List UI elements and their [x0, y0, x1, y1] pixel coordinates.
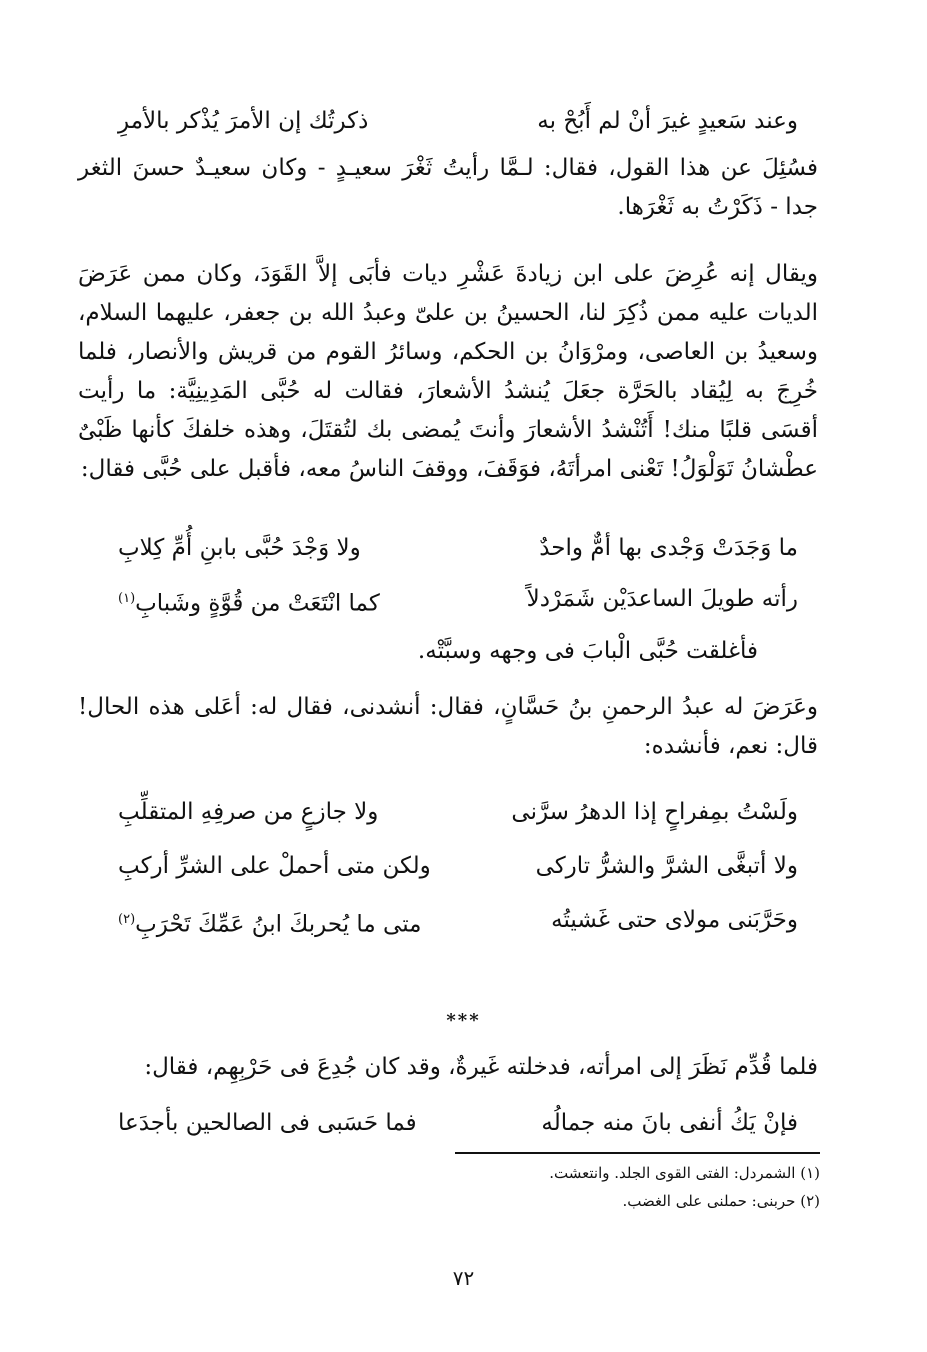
poem2-verse-1: [118, 789, 798, 835]
verse-text: كما انْتَعَتْ من قُوَّةٍ وشَبابِ: [135, 590, 380, 617]
paragraph-3: فأغلقت حُبَّى الْبابَ فى وجهه وسبَّتْه.: [417, 638, 758, 664]
verse-second-hemistich: ولا جازعٍ من صرفِهِ المتقلِّبِ: [118, 799, 379, 825]
footnote-ref-1: (١): [118, 591, 136, 606]
paragraph-1: فسُئِلَ عن هذا القول، فقال: لـمَّا رأيتُ ثَغْرَ سعيـدٍ - وكان سعيـدٌ حسنَ الثغر جدا - ذَكَرْتُ به ثَغْرَها.: [78, 155, 818, 220]
poem2-verse-2: [118, 843, 798, 889]
poem1-verse-2: [118, 576, 798, 622]
verse-second-hemistich: ذكرتُك إن الأمرَ يُذْكر بالأمرِ: [118, 108, 369, 134]
closing-verse: [118, 1100, 798, 1146]
verse-first-hemistich: ولَسْتُ بمِفراحٍ إذا الدهرُ سرَّنى: [511, 799, 798, 825]
footnote-ref-2: (٢): [118, 912, 136, 927]
section-separator: ***: [446, 1010, 481, 1031]
verse-second-hemistich: [118, 897, 421, 948]
footnote-1: (١) الشمردل: الفتى القوى الجلد. وانتعشت.: [549, 1164, 820, 1182]
verse-second-hemistich: فما حَسَبى فى الصالحين بأجدَعا: [118, 1110, 417, 1136]
verse-first-hemistich: فإنْ يَكُ أنفى بانَ منه جمالُه: [541, 1110, 798, 1136]
opening-verse: [118, 98, 798, 144]
verse-second-hemistich: ولكن متى أحملْ على الشرِّ أركبِ: [118, 853, 431, 879]
verse-first-hemistich: ولا أتبغَّى الشرَّ والشرُّ تاركى: [535, 853, 798, 879]
verse-first-hemistich: رأته طويلَ الساعدَيْن شَمَرْدلاً: [526, 586, 798, 612]
footnote-2: (٢) حربنى: حملنى على الغضب.: [622, 1192, 820, 1210]
poem1-verse-1: [118, 525, 798, 571]
verse-first-hemistich: وعند سَعيدٍ غيرَ أنْ لم أَبُحْ به: [537, 108, 798, 134]
page-number: ٧٢: [452, 1266, 475, 1290]
verse-text: متى ما يُحربكَ ابنُ عَمِّكَ تَحْرَبِ: [135, 911, 422, 938]
footnote-divider: [455, 1152, 820, 1154]
paragraph-2: ويقال إنه عُرِضَ على ابن زيادةَ عَشْرِ ديات فأبَى إلاَّ القَوَدَ، وكان ممن عَرَضَ الديات عليه ممن ذُكِرَ لنا، الحسينُ بن علىّ وعبدُ الله بن جعفر، عليهما السلام، وسعيدُ بن العاصى، ومرْوَانُ بن الحكم، وسائرُ القوم من قريش والأنصار، فلما خُرِجَ به لِيُقاد بالحَرَّة جعَلَ يُنشدُ الأشعارَ، فقالت له حُبَّى المَدِينِيَّة: ما رأيت أقسَى قلبًا منك! أَتُنْشدُ الأشعارَ وأنتَ يُمضى بك لتُقتَلَ، وهذه خلفكَ كأنها ظَبْىٌ عطْشانُ تَوَلْوَلُ! تَعْنى امرأتَهُ، فوَقَفَ، ووقفَ الناسُ معه، فأقبل على حُبَّى فقال:: [78, 261, 818, 482]
paragraph-4: وعَرَضَ له عبدُ الرحمنِ بنُ حَسَّانٍ، فقال: أنشدنى، فقال له: أعَلى هذه الحال! قال: نعم، فأنشده:: [78, 694, 818, 759]
poem2-verse-3: [118, 897, 798, 943]
verse-second-hemistich: ولا وَجْدَ حُبَّى بابنِ أُمِّ كِلابِ: [118, 535, 361, 561]
verse-first-hemistich: ما وَجَدَتْ وَجْدى بها أمٌّ واحدٌ: [539, 535, 798, 561]
verse-second-hemistich: [118, 576, 380, 627]
verse-first-hemistich: وحَرَّبَنى مولاى حتى غَشيتُه: [551, 907, 798, 933]
paragraph-5: فلما قُدِّم نَظَرَ إلى امرأته، فدخلته غَيرةٌ، وقد كان جُدِعَ فى حَرْبِهِم، فقال:: [144, 1054, 818, 1080]
